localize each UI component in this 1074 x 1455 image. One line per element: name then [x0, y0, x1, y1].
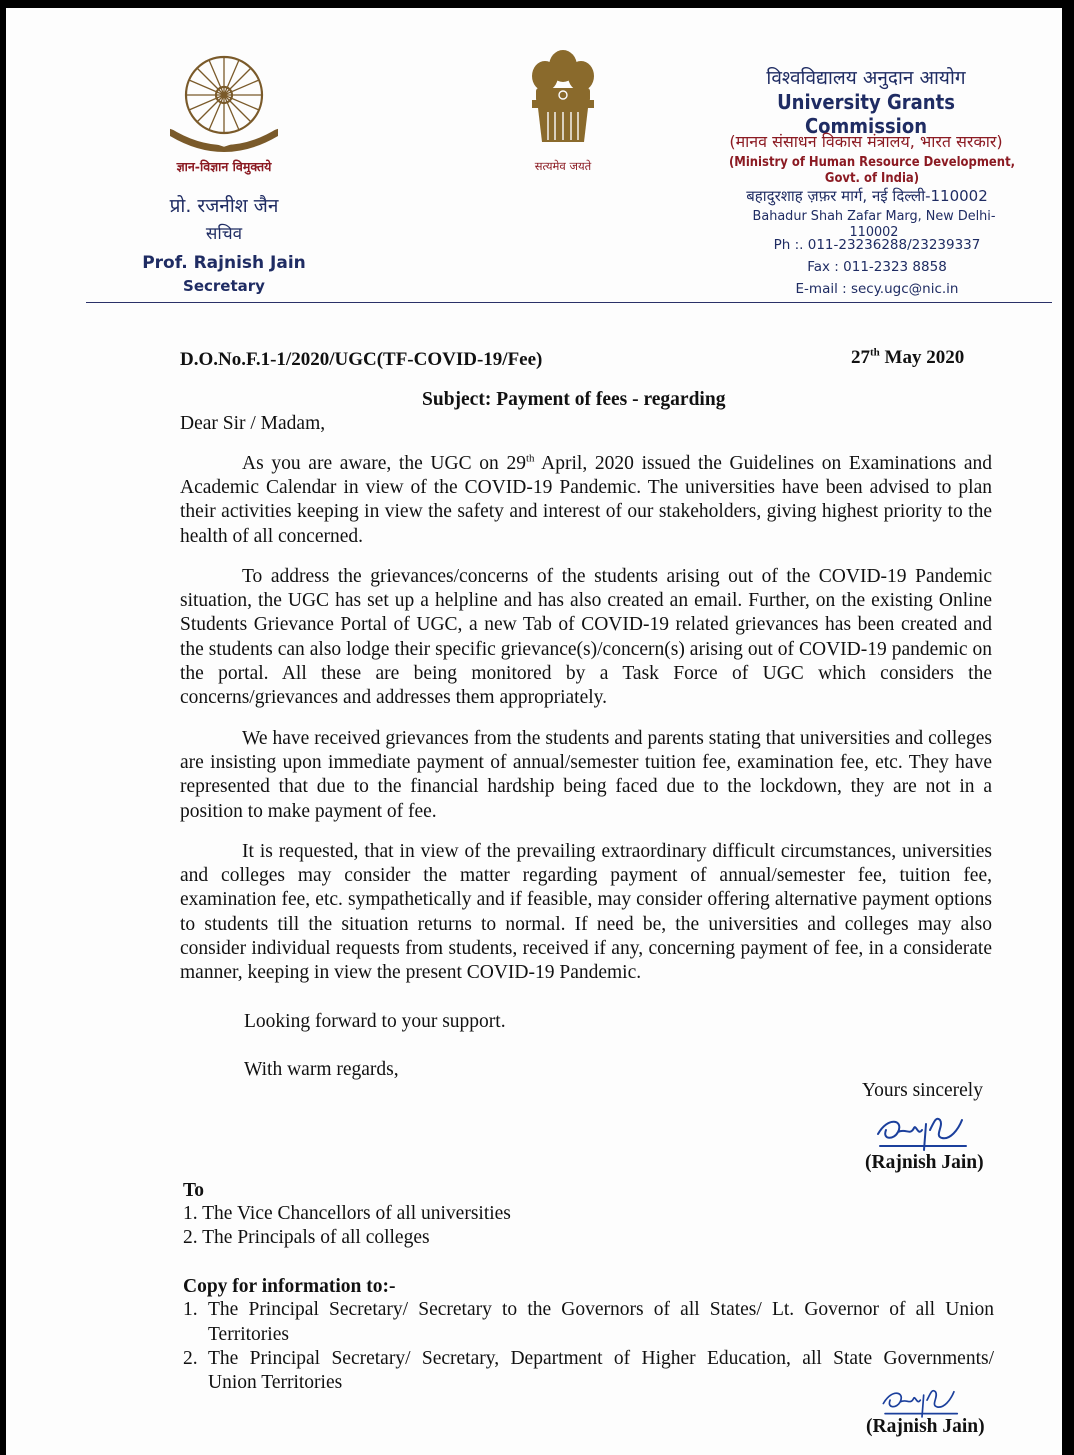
national-emblem-icon	[528, 42, 598, 160]
paragraph-2: To address the grievances/concerns of the students arising out of the COVID-19 Pandemic situation, the UGC has set up a helpline and has also created an email. Further, on the existing Online Students Grievance Portal of UGC, a new Tab of COVID-19 related grievances has been created and the students can also lodge their specific grievance(s)/concern(s) arising out of COVID-19 pandemic on the portal. All these are being monitored by a Task Force of UGC which considers the concerns/grievances and addresses them appropriately.	[180, 566, 992, 709]
warm-regards: With warm regards,	[244, 1059, 399, 1080]
subject-line: Subject: Payment of fees - regarding	[422, 389, 726, 410]
signature-icon	[874, 1106, 974, 1156]
reference-number: D.O.No.F.1-1/2020/UGC(TF-COVID-19/Fee)	[180, 349, 543, 370]
address-english: Bahadur Shah Zafar Marg, New Delhi-110002	[752, 208, 996, 240]
emblem-motto: सत्यमेव जयते	[534, 159, 592, 173]
to-heading: To	[183, 1180, 204, 1201]
ugc-logo-icon	[164, 50, 284, 160]
letter-page	[6, 8, 1062, 1455]
paragraph-1: As you are aware, the UGC on 29th April, 2020 issued the Guidelines on Examinations and Academic Calendar in view of the COVID-19 Pandemic. The universities have been advised to plan their activities keeping in view the safety and interest of our stakeholders, giving highest priority to the health of all concerned.	[180, 452, 992, 547]
copy-heading: Copy for information to:-	[183, 1276, 396, 1297]
signatory-name-copy: (Rajnish Jain)	[866, 1416, 985, 1437]
org-name-hindi: विश्वविद्यालय अनुदान आयोग	[766, 67, 966, 89]
copy-item-1-number: 1.	[183, 1299, 198, 1320]
copy-item-1-line-1: The Principal Secretary/ Secretary to the Governors of all States/ Lt. Governor of all Union	[208, 1299, 994, 1320]
signatory-name: (Rajnish Jain)	[865, 1152, 984, 1173]
recipient-item: 2. The Principals of all colleges	[183, 1227, 430, 1248]
ministry-hindi: (मानव संसाधन विकास मंत्रालय, भारत सरकार)	[729, 132, 1003, 151]
secretary-name-hindi: प्रो. रजनीश जैन	[169, 195, 279, 217]
email: E-mail : secy.ugc@nic.in	[795, 281, 959, 297]
secretary-title-english: Secretary	[183, 277, 265, 295]
paragraph-4: It is requested, that in view of the prevailing extraordinary difficult circumstances, universities and colleges may consider the matter regarding payment of annual/semester fee, tuition fee, examination fee, etc. sympathetically and if feasible, may consider offering alternative payment options to students till the situation returns to normal. If need be, the universities and colleges may also consider individual requests from students, received if any, concerning payment of fee, in a considerate manner, keeping in view the present COVID-19 Pandemic.	[180, 841, 992, 984]
secretary-name-english: Prof. Rajnish Jain	[142, 253, 306, 273]
paragraph-3: We have received grievances from the students and parents stating that universities and colleges are insisting upon immediate payment of annual/semester tuition fee, examination fee, etc. They have represented that due to the financial hardship being faced due to the lockdown, they are not in a position to make payment of fee.	[180, 728, 992, 822]
phone: Ph :. 011-23236288/23239337	[773, 237, 981, 253]
copy-item-2-number: 2.	[183, 1348, 198, 1369]
yours-sincerely: Yours sincerely	[862, 1080, 983, 1101]
ugc-motto: ज्ञान-विज्ञान विमुक्तये	[176, 159, 272, 174]
salutation: Dear Sir / Madam,	[180, 413, 326, 434]
copy-item-1-line-2: Territories	[208, 1324, 289, 1345]
letter-date: 27th May 2020	[851, 346, 965, 368]
recipient-item: 1. The Vice Chancellors of all universities	[183, 1203, 511, 1224]
closing-support: Looking forward to your support.	[244, 1011, 506, 1032]
ministry-english: (Ministry of Human Resource Development, Govt. of India)	[728, 154, 1016, 186]
secretary-title-hindi: सचिव	[205, 224, 243, 244]
copy-item-2-line-2: Union Territories	[208, 1372, 343, 1393]
fax: Fax : 011-2323 8858	[807, 259, 947, 275]
org-name-english: University Grants Commission	[777, 90, 955, 138]
header-divider	[86, 302, 1052, 303]
address-hindi: बहादुरशाह ज़फ़र मार्ग, नई दिल्ली-110002	[746, 187, 988, 205]
copy-item-2-line-1: The Principal Secretary/ Secretary, Department of Higher Education, all State Governments/	[208, 1348, 994, 1369]
